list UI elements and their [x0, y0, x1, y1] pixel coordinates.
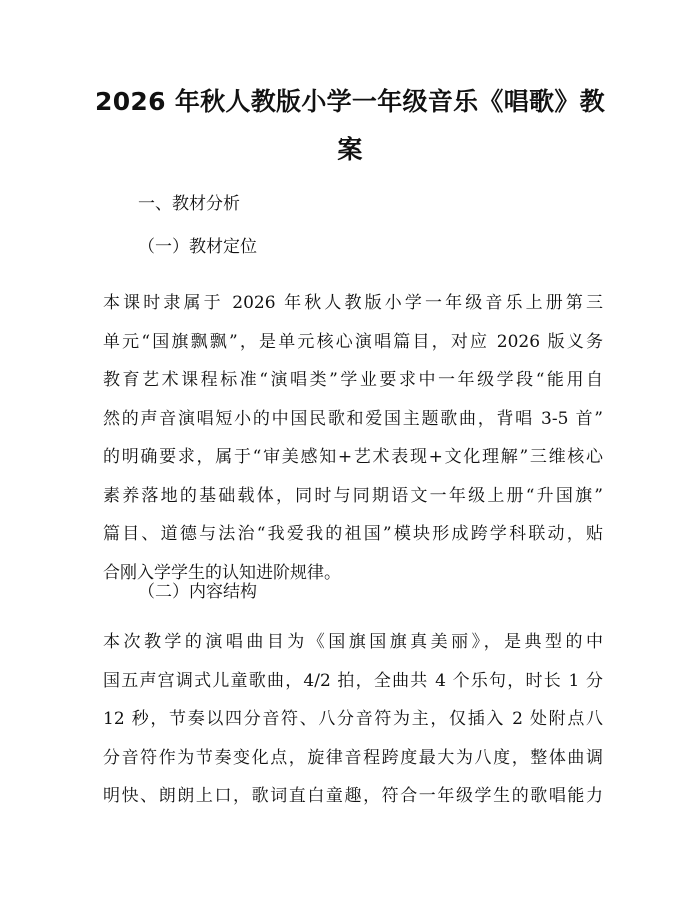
paragraph-content-structure	[103, 623, 603, 816]
paragraph-line: 的明确要求，属于“审美感知+艺术表现+文化理解”三维核心	[103, 447, 603, 467]
paragraph-material-positioning	[103, 284, 603, 592]
paragraph-line: 合刚入学学生的认知进阶规律。	[103, 562, 341, 583]
paragraph-line: 教育艺术课程标准“演唱类”学业要求中一年级学段“能用自	[103, 370, 603, 390]
document-title	[95, 78, 605, 174]
paragraph-line: 分音符作为节奏变化点，旋律音程跨度最大为八度，整体曲调	[103, 747, 603, 768]
paragraph-line: 12 秒，节奏以四分音符、八分音符为主，仅插入 2 处附点八	[103, 709, 603, 729]
paragraph-line: 篇目、道德与法治“我爱我的祖国”模块形成跨学科联动，贴	[103, 524, 603, 544]
paragraph-line: 本课时隶属于 2026 年秋人教版小学一年级音乐上册第三	[103, 293, 603, 313]
subsection-heading-material-positioning: （一）教材定位	[138, 237, 257, 257]
paragraph-line: 然的声音演唱短小的中国民歌和爱国主题歌曲，背唱 3-5 首”	[103, 408, 603, 429]
paragraph-line: 本次教学的演唱曲目为《国旗国旗真美丽》，是典型的中	[103, 632, 603, 652]
paragraph-line: 明快、朗朗上口，歌词直白童趣，符合一年级学生的歌唱能力	[103, 786, 603, 806]
paragraph-line: 单元“国旗飘飘”，是单元核心演唱篇目，对应 2026 版义务	[103, 331, 603, 352]
section-heading-teaching-material-analysis: 一、教材分析	[138, 194, 240, 214]
paragraph-line: 素养落地的基础载体，同时与同期语文一年级上册“升国旗”	[103, 485, 603, 506]
title-line-1: 2026 年秋人教版小学一年级音乐《唱歌》教	[95, 87, 605, 116]
title-line-2: 案	[337, 135, 363, 164]
paragraph-line: 国五声宫调式儿童歌曲，4/2 拍，全曲共 4 个乐句，时长 1 分	[103, 670, 603, 691]
subsection-heading-content-structure: （二）内容结构	[138, 582, 257, 602]
